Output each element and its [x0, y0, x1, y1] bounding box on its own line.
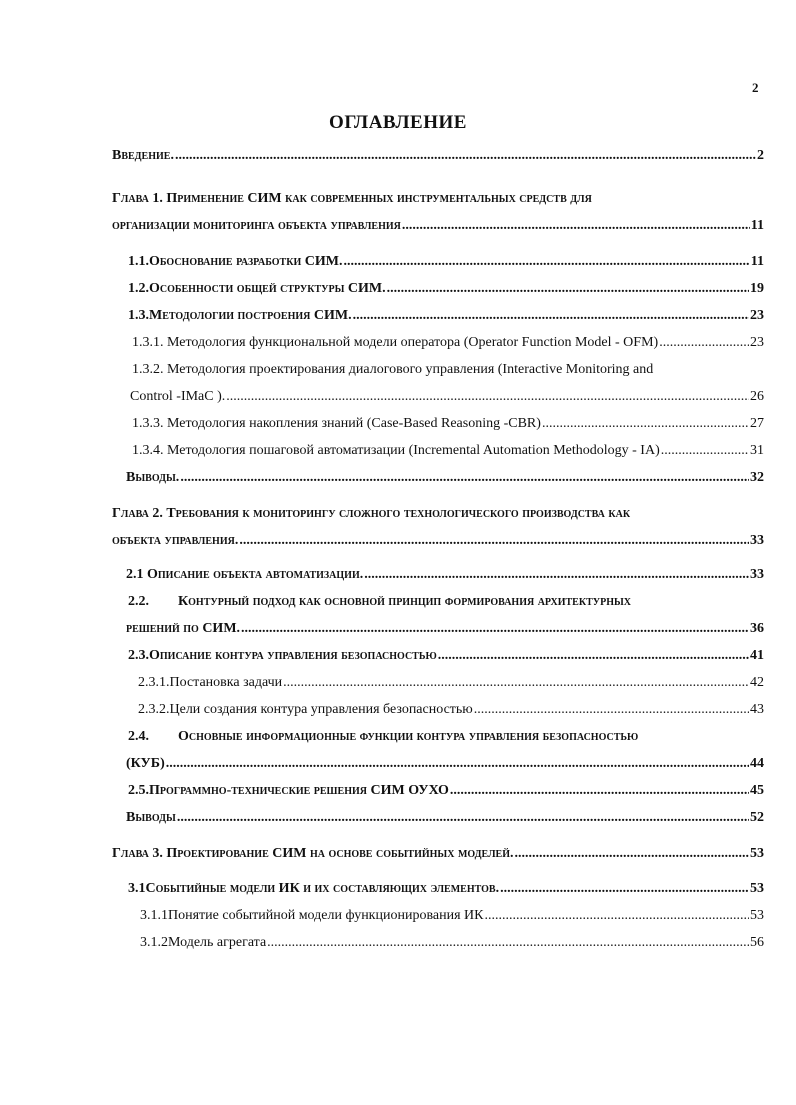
toc-entry-2-5[interactable] [128, 783, 764, 799]
dot-leader [438, 648, 749, 664]
toc-page-number: 2 [757, 148, 764, 163]
toc-entry-text: решений по СИМ. [126, 621, 241, 636]
toc-entry-text: Описание контура управления безопасностью [149, 648, 437, 663]
dot-leader [353, 308, 749, 324]
dot-leader [283, 675, 749, 691]
toc-page-number: 23 [750, 308, 764, 323]
toc-page-number: 11 [750, 254, 764, 269]
toc-entry-3-1-2[interactable] [140, 935, 764, 951]
toc-entry-2-4[interactable] [126, 756, 764, 772]
dot-leader [484, 908, 749, 924]
toc-entry-text: Понятие событийной модели функционирования ИК [168, 908, 484, 923]
toc-entry-3-1[interactable] [128, 881, 764, 897]
section-number: 3.1 [128, 881, 146, 896]
toc-page-number: 27 [750, 416, 764, 431]
dot-leader [241, 621, 749, 637]
dot-leader [450, 783, 749, 799]
toc-entry-text: Событийные модели ИК и их составляющих элементов. [145, 881, 500, 896]
toc-entry-text: Контурный подход как основной принцип формирования архитектурных [178, 594, 632, 609]
toc-entry-text: Выводы [126, 810, 176, 825]
toc-entry-text: Программно-технические решения СИМ ОУХО [149, 783, 449, 798]
chapter-2-heading[interactable]: Глава 2. Требования к мониторингу сложного технологического производства как [112, 506, 631, 521]
toc-entry-text: Control -IMaC ). [130, 389, 226, 404]
toc-entry-text: объекта управления. [112, 533, 239, 548]
toc-entry-text: Введение. [112, 148, 174, 163]
dot-leader [661, 443, 749, 459]
toc-entry-text: организации мониторинга объекта управления [112, 218, 401, 233]
toc-entry-text: Методологии построения СИМ. [149, 308, 352, 323]
section-number: 2.4. [128, 729, 149, 744]
toc-entry-2-3[interactable] [128, 648, 764, 664]
toc-entry-chapter-1[interactable] [112, 218, 764, 234]
toc-entry-ch2-conclusions[interactable] [126, 810, 764, 826]
toc-entry-ch1-conclusions[interactable] [126, 470, 764, 486]
toc-page-number: 32 [750, 470, 764, 485]
toc-page-number: 11 [750, 218, 764, 233]
dot-leader [500, 881, 749, 897]
toc-entry-1-3-2-line1[interactable]: 1.3.2. Методология проектирования диалогового управления (Interactive Monitoring and [132, 362, 654, 377]
toc-entry-2-4-line1[interactable] [128, 729, 638, 745]
section-number: 2.3.2. [138, 702, 170, 717]
toc-page-number: 31 [750, 443, 764, 458]
section-number: 1.1. [128, 254, 149, 269]
toc-entry-1-2[interactable] [128, 281, 764, 297]
toc-page-number: 45 [750, 783, 764, 798]
toc-entry-1-3-1[interactable] [132, 335, 764, 351]
dot-leader [515, 846, 750, 862]
chapter-1-heading[interactable]: Глава 1. Применение СИМ как современных инструментальных средств для [112, 191, 592, 206]
toc-entry-text: Особенности общей структуры СИМ. [149, 281, 386, 296]
dot-leader [542, 416, 749, 432]
toc-page-number: 53 [750, 908, 764, 923]
dot-leader [659, 335, 749, 351]
dot-leader [226, 389, 749, 405]
toc-page-number: 36 [750, 621, 764, 636]
toc-page-number: 44 [750, 756, 764, 771]
toc-entry-1-3-3[interactable] [132, 416, 764, 432]
toc-entry-text: (КУБ) [126, 756, 165, 771]
toc-entry-text: 1.3.3. Методология накопления знаний (Case-Based Reasoning -CBR) [132, 416, 541, 431]
toc-page-number: 43 [750, 702, 764, 717]
page-title: ОГЛАВЛЕНИЕ [329, 112, 467, 133]
toc-entry-2-3-1[interactable] [138, 675, 764, 691]
dot-leader [239, 533, 749, 549]
toc-entry-text: Модель агрегата [168, 935, 267, 950]
dot-leader [177, 810, 749, 826]
toc-entry-text: Цели создания контура управления безопасностью [169, 702, 473, 717]
toc-entry-text: Основные информационные функции контура управления безопасностью [178, 729, 639, 744]
toc-entry-2-2[interactable] [126, 621, 764, 637]
toc-entry-2-1[interactable] [126, 567, 764, 583]
toc-entry-text: 1.3.4. Методология пошаговой автоматизации (Incremental Automation Methodology - IA) [132, 443, 660, 458]
toc-page-number: 42 [750, 675, 764, 690]
section-number: 3.1.1 [140, 908, 168, 923]
dot-leader [364, 567, 749, 583]
toc-entry-text: 2.1 Описание объекта автоматизации. [126, 567, 364, 582]
toc-entry-1-1[interactable] [128, 254, 764, 270]
toc-entry-text: Обоснование разработки СИМ. [149, 254, 343, 269]
page-number: 2 [752, 80, 759, 95]
dot-leader [180, 470, 749, 486]
toc-entry-1-3-2[interactable] [130, 389, 764, 405]
toc-page-number: 33 [750, 533, 764, 548]
section-number: 1.3. [128, 308, 149, 323]
section-number: 2.3.1. [138, 675, 170, 690]
toc-page-number: 26 [750, 389, 764, 404]
toc-entry-3-1-1[interactable] [140, 908, 764, 924]
dot-leader [267, 935, 749, 951]
section-number: 3.1.2 [140, 935, 168, 950]
toc-entry-1-3[interactable] [128, 308, 764, 324]
section-number: 2.3. [128, 648, 149, 663]
toc-entry-text: Глава 3. Проектирование СИМ на основе событийных моделей. [112, 846, 514, 861]
toc-entry-2-2-line1[interactable] [128, 594, 631, 610]
toc-entry-intro[interactable] [112, 148, 764, 164]
dot-leader [402, 218, 750, 234]
dot-leader [343, 254, 749, 270]
toc-page-number: 23 [750, 335, 764, 350]
toc-entry-2-3-2[interactable] [138, 702, 764, 718]
dot-leader [166, 756, 749, 772]
toc-entry-text: 1.3.1. Методология функциональной модели оператора (Operator Function Model - OFM) [132, 335, 659, 350]
toc-page-number: 53 [750, 881, 764, 896]
section-number: 1.2. [128, 281, 149, 296]
toc-page-number: 41 [750, 648, 764, 663]
toc-entry-chapter-3[interactable] [112, 846, 764, 862]
toc-page-number: 52 [750, 810, 764, 825]
dot-leader [387, 281, 749, 297]
toc-page-number: 33 [750, 567, 764, 582]
toc-entry-chapter-2[interactable] [112, 533, 764, 549]
toc-entry-text: Выводы. [126, 470, 180, 485]
toc-page-number: 56 [750, 935, 764, 950]
toc-entry-text: Постановка задачи [169, 675, 283, 690]
dot-leader [175, 148, 756, 164]
toc-entry-1-3-4[interactable] [132, 443, 764, 459]
section-number: 2.2. [128, 594, 149, 609]
section-number: 2.5. [128, 783, 149, 798]
dot-leader [474, 702, 749, 718]
toc-page-number: 53 [750, 846, 764, 861]
toc-page-number: 19 [750, 281, 764, 296]
